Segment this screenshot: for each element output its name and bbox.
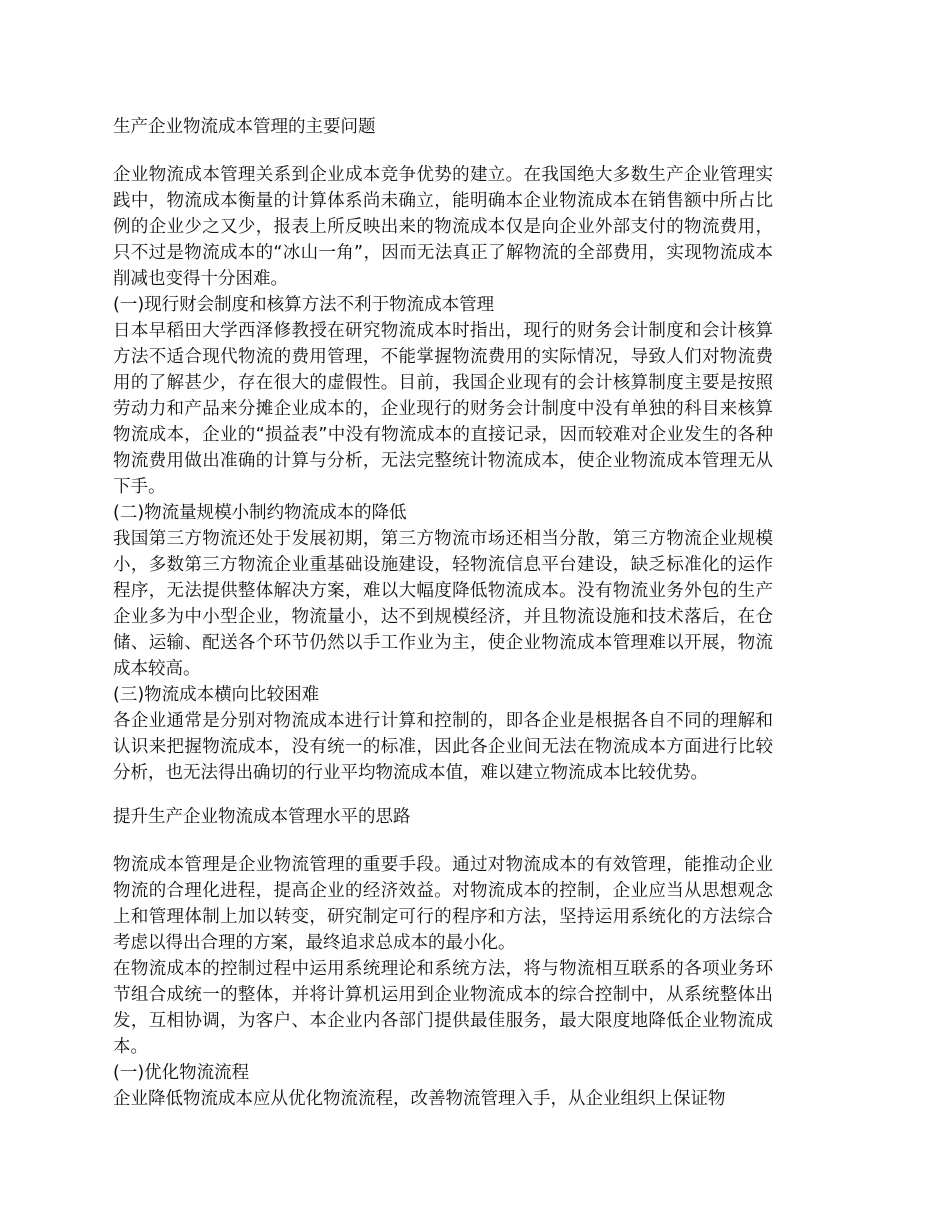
paragraph-system-theory: 在物流成本的控制过程中运用系统理论和系统方法，将与物流相互联系的各项业务环节组合成统一的整体，并将计算机运用到企业物流成本的综合控制中，从系统整体出发，互相协调，为客户、本企业内各部门提供最佳服务，最大限度地降低企业物流成本。	[113, 959, 773, 1057]
document-page	[113, 106, 773, 1112]
subheading-comparison: (三)物流成本横向比较困难	[113, 685, 320, 705]
paragraph-scale: 我国第三方物流还处于发展初期，第三方物流市场还相当分散，第三方物流企业规模小，多数第三方物流企业重基础设施建设，轻物流信息平台建设，缺乏标准化的运作程序，无法提供整体解决方案，难以大幅度降低物流成本。没有物流业务外包的生产企业多为中小型企业，物流量小，达不到规模经济，并且物流设施和技术落后，在仓储、运输、配送各个环节仍然以手工作业为主，使企业物流成本管理难以开展，物流成本较高。	[113, 529, 773, 679]
section-title-main-problems: 生产企业物流成本管理的主要问题	[113, 117, 376, 137]
paragraph-improvement-intro: 物流成本管理是企业物流管理的重要手段。通过对物流成本的有效管理，能推动企业物流的合理化进程，提高企业的经济效益。对物流成本的控制，企业应当从思想观念上和管理体制上加以转变，研究制定可行的程序和方法，坚持运用系统化的方法综合考虑以得出合理的方案，最终追求总成本的最小化。	[113, 855, 773, 953]
section-title-improvement: 提升生产企业物流成本管理水平的思路	[113, 807, 411, 827]
paragraph-comparison: 各企业通常是分别对物流成本进行计算和控制的，即各企业是根据各自不同的理解和认识来把握物流成本，没有统一的标准，因此各企业间无法在物流成本方面进行比较分析，也无法得出确切的行业平均物流成本值，难以建立物流成本比较优势。	[113, 711, 773, 783]
paragraph-accounting: 日本早稻田大学西泽修教授在研究物流成本时指出，现行的财务会计制度和会计核算方法不适合现代物流的费用管理，不能掌握物流费用的实际情况，导致人们对物流费用的了解甚少，存在很大的虚假性。目前，我国企业现有的会计核算制度主要是按照劳动力和产品来分摊企业成本的，企业现行的财务会计制度中没有单独的科目来核算物流成本，企业的“损益表”中没有物流成本的直接记录，因而较难对企业发生的各种物流费用做出准确的计算与分析，无法完整统计物流成本，使企业物流成本管理无从下手。	[113, 321, 773, 497]
subheading-optimize-process: (一)优化物流流程	[113, 1063, 250, 1083]
subheading-accounting: (一)现行财会制度和核算方法不利于物流成本管理	[113, 295, 495, 315]
paragraph-intro: 企业物流成本管理关系到企业成本竞争优势的建立。在我国绝大多数生产企业管理实践中，物流成本衡量的计算体系尚未确立，能明确本企业物流成本在销售额中所占比例的企业少之又少，报表上所反映出来的物流成本仅是向企业外部支付的物流费用，只不过是物流成本的“冰山一角”，因而无法真正了解物流的全部费用，实现物流成本削减也变得十分困难。	[113, 165, 773, 289]
subheading-scale: (二)物流量规模小制约物流成本的降低	[113, 503, 407, 523]
paragraph-optimize-process: 企业降低物流成本应从优化物流流程，改善物流管理入手，从企业组织上保证物	[113, 1089, 726, 1109]
